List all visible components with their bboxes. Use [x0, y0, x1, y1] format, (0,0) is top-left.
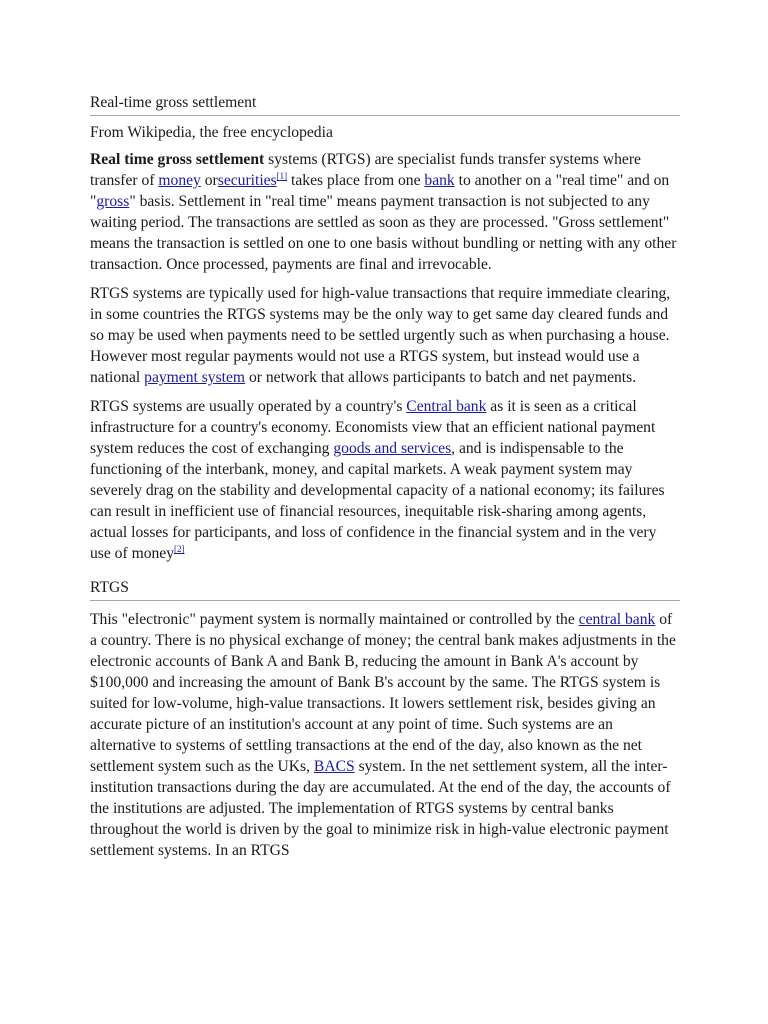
text: system. In the net settlement system, all the inter-institution transactions during the day are accumulated. At the end of the day, the accounts of the institutions are adjusted. The implementation of RTGS systems by central banks throughout the world is driven by the goal to minimize risk in high-value electronic payment settlement systems. In an RTGS: [90, 758, 671, 859]
text: as it is seen as a critical infrastructure for a country's economy. Economists view that an efficient national payment system reduces the cost of exchanging: [90, 398, 656, 457]
page-title: Real-time gross settlement: [90, 93, 680, 116]
paragraph-operation: [90, 396, 680, 564]
link-bank[interactable]: bank: [424, 172, 455, 189]
text: or network that allows participants to batch and net payments.: [245, 369, 637, 386]
link-money[interactable]: money: [158, 172, 201, 189]
link-central-bank-2[interactable]: central bank: [578, 611, 656, 628]
section-heading-rtgs: RTGS: [90, 578, 680, 601]
reference-1[interactable]: [1]: [276, 170, 288, 181]
text: takes place from one: [287, 172, 425, 189]
text: , and is indispensable to the functioning of the interbank, money, and capital markets. A weak payment system may severely drag on the stability and developmental capacity of a national economy; its failures can result in inefficient use of financial resources, inequitable risk-sharing among agents, actual losses for participants, and loss of confidence in the financial system and in the very use of money: [90, 440, 665, 562]
link-securities[interactable]: securities: [217, 172, 277, 189]
text: or: [200, 172, 218, 189]
page-subtitle: From Wikipedia, the free encyclopedia: [90, 124, 333, 141]
bold-term: Real time gross settlement: [90, 151, 265, 168]
text: RTGS systems are typically used for high-value transactions that require immediate clearing, in some countries the RTGS systems may be the only way to get same day cleared funds and so may be used when payments need to be settled urgently such as when purchasing a house. However most regular payments would not use a RTGS system, but instead would use a national: [90, 285, 671, 386]
text: " basis. Settlement in "real time" means payment transaction is not subjected to any waiting period. The transactions are settled as soon as they are processed. "Gross settlement" means the transaction is settled on one to one basis without bundling or netting with any other transaction. Once processed, payments are final and irrevocable.: [90, 193, 677, 273]
text: RTGS systems are usually operated by a country's: [90, 398, 407, 415]
link-bacs[interactable]: BACS: [313, 758, 355, 775]
paragraph-intro: [90, 149, 680, 275]
link-goods-and-services[interactable]: goods and services: [333, 440, 452, 457]
reference-2[interactable]: [2]: [174, 543, 185, 554]
text: systems (RTGS) are specialist funds transfer systems where transfer of: [90, 151, 641, 189]
link-payment-system[interactable]: payment system: [144, 369, 246, 386]
text: of a country. There is no physical exchange of money; the central bank makes adjustments in the electronic accounts of Bank A and Bank B, reducing the amount in Bank A's account by $100,000 and increasing the amount of Bank B's account by the same. The RTGS system is suited for low-volume, high-value transactions. It lowers settlement risk, besides giving an accurate picture of an institution's account at any point of time. Such systems are an alternative to systems of settling transactions at the end of the day, also known as the net settlement system such as the UKs,: [90, 611, 676, 775]
link-gross[interactable]: gross: [96, 193, 130, 210]
text: This "electronic" payment system is normally maintained or controlled by the: [90, 611, 579, 628]
paragraph-rtgs: [90, 609, 680, 861]
paragraph-usage: [90, 283, 680, 388]
link-central-bank[interactable]: Central bank: [406, 398, 487, 415]
article-page: [90, 93, 680, 869]
text: to another on a "real time" and on ": [90, 172, 670, 210]
